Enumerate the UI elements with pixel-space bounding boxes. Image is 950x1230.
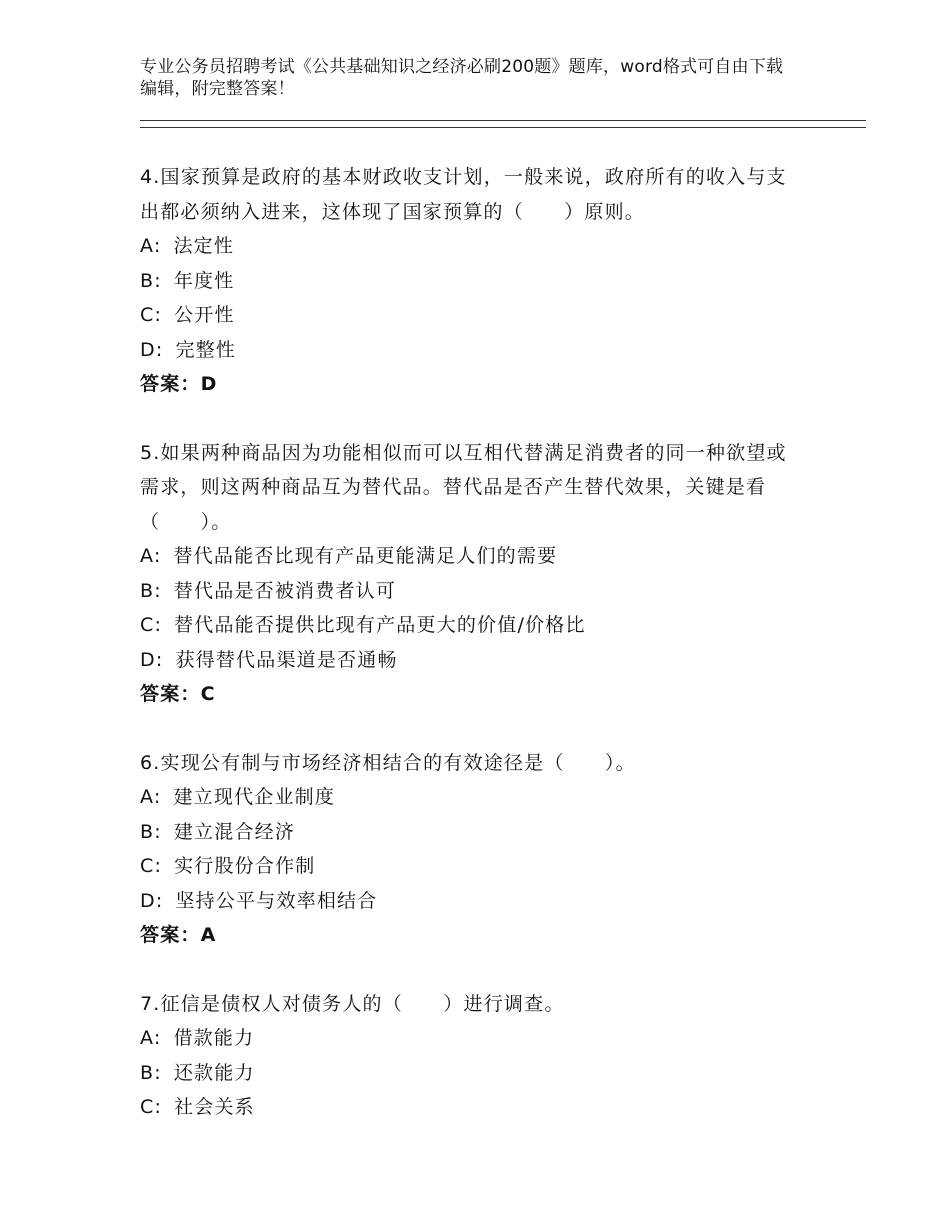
option-letter: B: <box>140 1061 162 1084</box>
option-text: 替代品能否提供比现有产品更大的价值/价格比 <box>174 614 586 636</box>
question-item <box>140 160 800 402</box>
option-letter: C: <box>140 614 163 636</box>
question-stem: 5.如果两种商品因为功能相似而可以互相代替满足消费者的同一种欲望或需求，则这两种商品互为替代品。替代品是否产生替代效果，关键是看（ ）。 <box>140 441 787 533</box>
question-stem: 7.征信是债权人对债务人的（ ）进行调查。 <box>140 992 565 1015</box>
option-c <box>140 849 800 884</box>
option-c <box>140 1090 800 1125</box>
option-text: 建立混合经济 <box>173 820 296 843</box>
question-stem: 4.国家预算是政府的基本财政收支计划，一般来说，政府所有的收入与支出都必须纳入进来，这体现了国家预算的（ ）原则。 <box>140 166 787 223</box>
option-letter: D: <box>140 648 164 671</box>
option-text: 年度性 <box>173 269 235 292</box>
option-list <box>140 229 800 367</box>
option-list <box>140 780 800 918</box>
option-text: 替代品是否被消费者认可 <box>173 579 397 602</box>
header-double-rule <box>140 120 866 128</box>
option-text: 社会关系 <box>174 1096 255 1118</box>
answer-line: 答案：A <box>140 924 217 946</box>
option-c <box>140 298 800 333</box>
option-letter: C: <box>140 855 163 877</box>
option-letter: A: <box>140 1027 162 1049</box>
option-letter: A: <box>140 545 162 567</box>
option-b <box>140 264 800 299</box>
question-list <box>140 160 800 1159</box>
option-letter: A: <box>140 786 162 808</box>
option-text: 法定性 <box>173 235 235 257</box>
option-a <box>140 539 800 574</box>
option-letter: C: <box>140 304 163 326</box>
option-c <box>140 608 800 643</box>
option-text: 完整性 <box>175 338 237 361</box>
option-letter: B: <box>140 820 162 843</box>
option-text: 实行股份合作制 <box>174 855 316 877</box>
option-list <box>140 539 800 677</box>
option-letter: B: <box>140 269 162 292</box>
option-text: 借款能力 <box>173 1027 255 1049</box>
question-item <box>140 746 800 953</box>
option-letter: C: <box>140 1096 163 1118</box>
option-letter: B: <box>140 579 162 602</box>
option-b <box>140 574 800 609</box>
option-d <box>140 333 800 368</box>
option-text: 公开性 <box>174 304 235 326</box>
answer-line: 答案：C <box>140 683 216 705</box>
option-d <box>140 643 800 678</box>
option-letter: A: <box>140 235 162 257</box>
option-text: 替代品能否比现有产品更能满足人们的需要 <box>173 545 558 567</box>
option-a <box>140 229 800 264</box>
option-a <box>140 1021 800 1056</box>
option-text: 还款能力 <box>173 1061 255 1084</box>
option-b <box>140 1056 800 1091</box>
answer-line: 答案：D <box>140 373 218 395</box>
question-item <box>140 436 800 712</box>
option-list <box>140 1021 800 1125</box>
option-text: 坚持公平与效率相结合 <box>175 889 378 912</box>
option-text: 获得替代品渠道是否通畅 <box>175 648 398 671</box>
document-header-title: 专业公务员招聘考试《公共基础知识之经济必刷200题》题库，word格式可自由下载编辑，附完整答案！ <box>140 57 784 99</box>
option-letter: D: <box>140 338 164 361</box>
option-b <box>140 815 800 850</box>
question-item <box>140 987 800 1125</box>
question-stem: 6.实现公有制与市场经济相结合的有效途径是（ ）。 <box>140 751 636 774</box>
option-letter: D: <box>140 889 164 912</box>
option-a <box>140 780 800 815</box>
option-text: 建立现代企业制度 <box>173 786 336 808</box>
option-d <box>140 884 800 919</box>
